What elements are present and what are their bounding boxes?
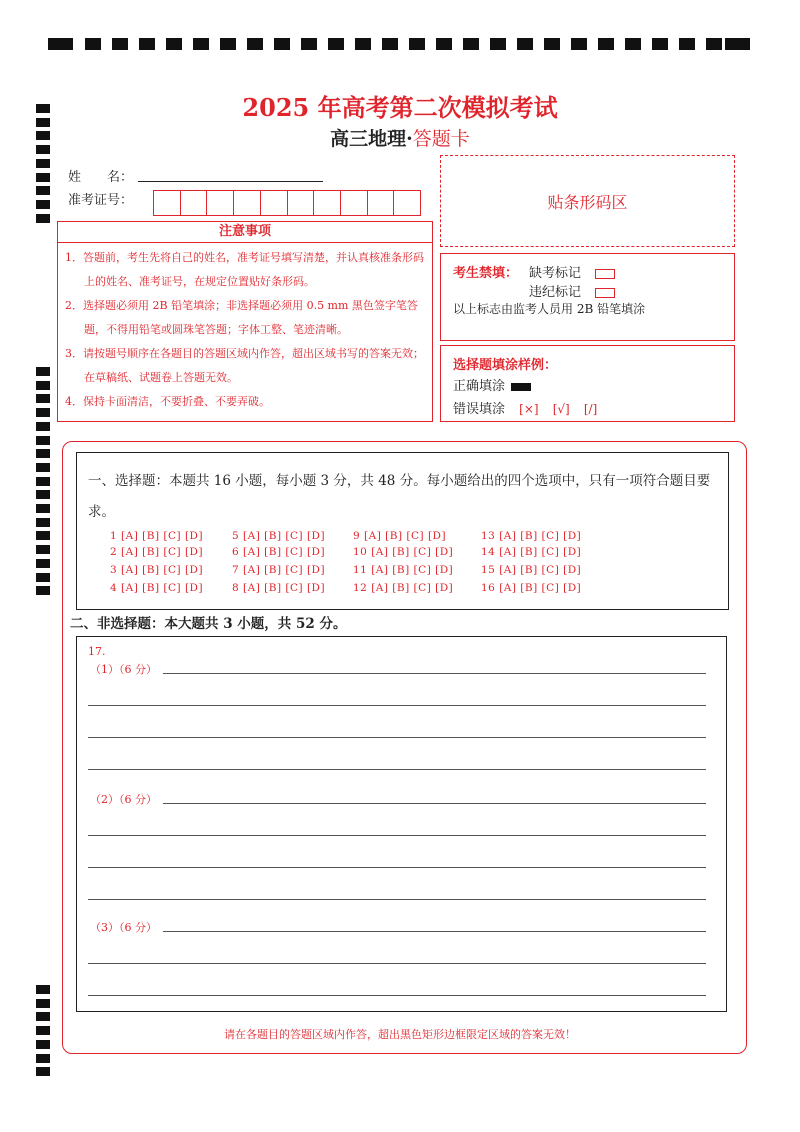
choice-section-instructions: 一、选择题：本题共 16 小题，每小题 3 分，共 48 分。每小题给出的四个选项中，只有一项符合题目要求。 xyxy=(88,473,711,520)
answer-line[interactable] xyxy=(163,931,706,932)
choice-question-row[interactable]: 15 [A] [B] [C] [D] xyxy=(481,564,582,576)
forbid-title: 考生禁填： xyxy=(453,266,519,281)
violation-label: 违纪标记 xyxy=(529,285,582,300)
choice-question-row[interactable]: 16 [A] [B] [C] [D] xyxy=(481,582,582,594)
choice-question-row[interactable]: 1 [A] [B] [C] [D] xyxy=(110,530,204,542)
wrong-mark-check: [√] xyxy=(552,402,570,416)
absent-label: 缺考标记 xyxy=(529,266,582,281)
page-subtitle xyxy=(0,124,800,151)
barcode-label: 贴条形码区 xyxy=(547,192,628,212)
choice-question-row[interactable]: 13 [A] [B] [C] [D] xyxy=(481,530,582,542)
answer-line[interactable] xyxy=(88,835,706,836)
sample-title: 选择题填涂样例： xyxy=(453,358,558,373)
absent-mark xyxy=(529,262,615,281)
nonchoice-section-title: 二、非选择题：本大题共 3 小题，共 52 分。 xyxy=(70,616,347,632)
q17-part3-label: （3）（6 分） xyxy=(90,921,157,934)
wrong-label: 错误填涂 xyxy=(453,402,506,417)
notice-item: 4．保持卡面清洁，不要折叠、不要弄破。 xyxy=(65,395,270,408)
choice-question-row[interactable]: 7 [A] [B] [C] [D] xyxy=(232,564,326,576)
choice-question-row[interactable]: 5 [A] [B] [C] [D] xyxy=(232,530,326,542)
choice-question-row[interactable]: 14 [A] [B] [C] [D] xyxy=(481,546,582,558)
q17-answer-box xyxy=(76,636,727,1012)
forbid-note: 以上标志由监考人员用 2B 铅笔填涂 xyxy=(453,302,646,316)
exam-id-boxes[interactable] xyxy=(153,190,421,216)
choice-question-row[interactable]: 6 [A] [B] [C] [D] xyxy=(232,546,326,558)
violation-mark xyxy=(529,281,615,300)
answer-line[interactable] xyxy=(163,673,706,674)
choice-question-row[interactable]: 12 [A] [B] [C] [D] xyxy=(353,582,454,594)
answer-line[interactable] xyxy=(88,867,706,868)
choice-question-row[interactable]: 10 [A] [B] [C] [D] xyxy=(353,546,454,558)
barcode-area xyxy=(440,155,735,247)
filled-block-icon xyxy=(511,383,531,391)
choice-question-row[interactable]: 3 [A] [B] [C] [D] xyxy=(110,564,204,576)
answer-line[interactable] xyxy=(88,899,706,900)
wrong-mark-slash: [/] xyxy=(583,402,598,416)
timing-marks-top xyxy=(48,38,753,52)
q17-part2-label: （2）（6 分） xyxy=(90,793,157,806)
choice-question-row[interactable]: 8 [A] [B] [C] [D] xyxy=(232,582,326,594)
notice-title: 注意事项 xyxy=(58,222,432,243)
choice-question-row[interactable]: 2 [A] [B] [C] [D] xyxy=(110,546,204,558)
name-field[interactable] xyxy=(138,181,323,182)
subtitle-red: 答题卡 xyxy=(412,128,470,150)
notice-box xyxy=(57,221,433,422)
wrong-fill xyxy=(453,398,597,417)
q17-part1-label: （1）（6 分） xyxy=(90,663,157,676)
fill-sample-box xyxy=(440,345,735,422)
answer-line[interactable] xyxy=(88,769,706,770)
answer-line[interactable] xyxy=(88,737,706,738)
footer-warning: 请在各题目的答题区域内作答，超出黑色矩形边框限定区域的答案无效！ xyxy=(224,1028,576,1041)
examiner-only-box xyxy=(440,253,735,341)
q17-label: 17. xyxy=(88,645,106,658)
choice-question-row[interactable]: 11 [A] [B] [C] [D] xyxy=(353,564,454,576)
correct-label: 正确填涂 xyxy=(453,379,506,394)
choice-question-row[interactable]: 4 [A] [B] [C] [D] xyxy=(110,582,204,594)
notice-item: 2．选择题必须用 2B 铅笔填涂；非选择题必须用 0.5 mm 黑色签字笔答题，不得用铅笔或圆珠笔答题；字体工整、笔迹清晰。 xyxy=(65,299,418,336)
name-label: 姓 名： xyxy=(68,170,134,185)
page-title: 2025 年高考第二次模拟考试 xyxy=(242,93,558,122)
answer-line[interactable] xyxy=(163,803,706,804)
choice-question-row[interactable]: 9 [A] [B] [C] [D] xyxy=(353,530,447,542)
exam-id-label: 准考证号： xyxy=(68,193,134,208)
notice-item: 1．答题前，考生先将自己的姓名，准考证号填写清楚，并认真核准条形码上的姓名、准考证号，在规定位置贴好条形码。 xyxy=(65,251,424,288)
subtitle-main: 高三地理· xyxy=(330,128,413,150)
correct-fill xyxy=(453,375,531,394)
absent-checkbox[interactable] xyxy=(595,269,615,279)
violation-checkbox[interactable] xyxy=(595,288,615,298)
answer-line[interactable] xyxy=(88,995,706,996)
answer-line[interactable] xyxy=(88,963,706,964)
answer-line[interactable] xyxy=(88,705,706,706)
wrong-mark-x: [×] xyxy=(519,402,539,416)
notice-item: 3．请按题号顺序在各题目的答题区域内作答，超出区域书写的答案无效；在草稿纸、试题卷上答题无效。 xyxy=(65,347,424,384)
